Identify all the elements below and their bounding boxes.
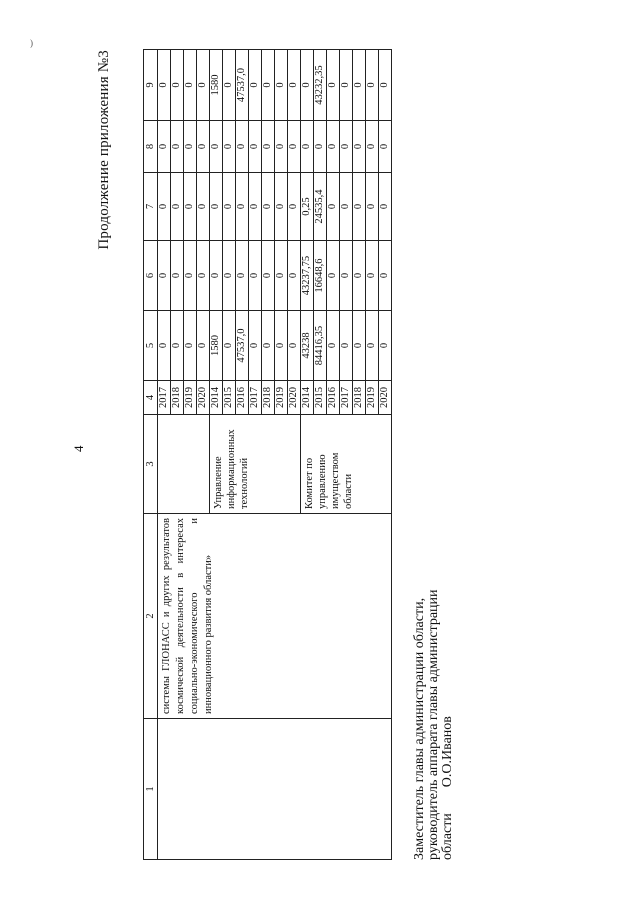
value-cell: 0	[184, 121, 197, 173]
value-cell: 0	[223, 50, 236, 121]
value-cell: 0	[171, 50, 184, 121]
value-cell: 0	[158, 50, 171, 121]
value-cell: 0	[327, 50, 340, 121]
value-cell: 0	[275, 121, 288, 173]
value-cell: 0	[366, 121, 379, 173]
value-cell: 0	[158, 121, 171, 173]
value-cell: 0	[340, 121, 353, 173]
signature-line: Заместитель главы администрации области,	[412, 597, 427, 860]
page-number: 4	[71, 445, 86, 452]
year-cell: 2019	[366, 381, 379, 415]
value-cell: 0	[314, 121, 327, 173]
value-cell: 0	[288, 311, 301, 381]
value-cell: 0	[288, 50, 301, 121]
rotated-page-content	[96, 50, 455, 860]
program-description: системы ГЛОНАСС и других результатов космической деятельности в интересах социально-экономического и инновационного развития области»	[158, 514, 392, 719]
header-cell: 5	[144, 311, 158, 381]
year-cell: 2017	[249, 381, 262, 415]
year-cell: 2019	[275, 381, 288, 415]
appendix-table	[143, 49, 392, 860]
value-cell: 0	[353, 311, 366, 381]
year-cell: 2018	[262, 381, 275, 415]
value-cell: 84416,35	[314, 311, 327, 381]
value-cell: 0	[184, 173, 197, 241]
org-cell-empty	[158, 415, 210, 514]
value-cell: 43232,35	[314, 50, 327, 121]
value-cell: 0	[171, 311, 184, 381]
value-cell: 0	[379, 241, 392, 311]
value-cell: 0	[262, 50, 275, 121]
value-cell: 0	[197, 121, 210, 173]
value-cell: 0	[262, 311, 275, 381]
value-cell: 0	[184, 311, 197, 381]
year-cell: 2019	[184, 381, 197, 415]
column-1-cell	[158, 719, 392, 860]
value-cell: 0	[379, 311, 392, 381]
value-cell: 0	[353, 121, 366, 173]
value-cell: 0	[249, 241, 262, 311]
year-cell: 2018	[353, 381, 366, 415]
year-cell: 2016	[236, 381, 249, 415]
value-cell: 0	[353, 50, 366, 121]
value-cell: 0	[249, 121, 262, 173]
value-cell: 0	[366, 50, 379, 121]
year-cell: 2020	[197, 381, 210, 415]
value-cell: 43238	[301, 311, 314, 381]
value-cell: 0	[158, 241, 171, 311]
value-cell: 0	[327, 121, 340, 173]
value-cell: 0	[171, 173, 184, 241]
value-cell: 0	[158, 173, 171, 241]
value-cell: 0	[288, 121, 301, 173]
value-cell: 0	[184, 50, 197, 121]
value-cell: 0	[301, 50, 314, 121]
value-cell: 0	[366, 311, 379, 381]
year-cell: 2017	[158, 381, 171, 415]
value-cell: 0	[327, 241, 340, 311]
value-cell: 0	[366, 241, 379, 311]
value-cell: 0	[262, 241, 275, 311]
value-cell: 0	[210, 121, 223, 173]
value-cell: 0	[171, 241, 184, 311]
value-cell: 0	[210, 173, 223, 241]
value-cell: 0	[262, 173, 275, 241]
value-cell: 47537,0	[236, 311, 249, 381]
value-cell: 0	[275, 311, 288, 381]
header-cell: 8	[144, 121, 158, 173]
year-cell: 2020	[288, 381, 301, 415]
value-cell: 0	[197, 50, 210, 121]
corner-mark: )	[30, 38, 33, 48]
year-cell: 2018	[171, 381, 184, 415]
year-cell: 2014	[210, 381, 223, 415]
value-cell: 43237,75	[301, 241, 314, 311]
value-cell: 0	[340, 173, 353, 241]
value-cell: 0	[275, 173, 288, 241]
year-cell: 2020	[379, 381, 392, 415]
header-cell: 2	[144, 514, 158, 719]
value-cell: 0	[340, 311, 353, 381]
year-cell: 2016	[327, 381, 340, 415]
signatory-name: О.О.Иванов	[440, 716, 455, 788]
signature-line: руководитель аппарата главы администрации	[426, 589, 441, 860]
org-info-tech: Управление информационных технологий	[210, 415, 301, 514]
value-cell: 0	[236, 241, 249, 311]
value-cell: 16648,6	[314, 241, 327, 311]
value-cell: 24535,4	[314, 173, 327, 241]
value-cell: 47537,0	[236, 50, 249, 121]
header-cell: 1	[144, 719, 158, 860]
value-cell: 0	[236, 173, 249, 241]
value-cell: 0	[184, 241, 197, 311]
value-cell: 0	[171, 121, 184, 173]
value-cell: 0	[236, 121, 249, 173]
year-cell: 2015	[314, 381, 327, 415]
header-cell: 4	[144, 381, 158, 415]
year-cell: 2015	[223, 381, 236, 415]
org-property-committee: Комитет по управлению имуществом области	[301, 415, 392, 514]
value-cell: 0	[223, 121, 236, 173]
signature-block	[413, 300, 455, 860]
value-cell: 0	[223, 311, 236, 381]
header-cell: 6	[144, 241, 158, 311]
value-cell: 0	[327, 173, 340, 241]
value-cell: 0	[210, 241, 223, 311]
signature-region: области	[440, 813, 455, 860]
signature-line	[441, 300, 455, 860]
value-cell: 0	[353, 241, 366, 311]
header-cell: 7	[144, 173, 158, 241]
value-cell: 0	[379, 50, 392, 121]
value-cell: 0	[223, 241, 236, 311]
value-cell: 0	[353, 173, 366, 241]
value-cell: 0	[275, 50, 288, 121]
appendix-title: Продолжение приложения №3	[96, 50, 112, 250]
value-cell: 0	[197, 311, 210, 381]
value-cell: 0	[197, 173, 210, 241]
table-row	[158, 50, 171, 860]
value-cell: 0	[301, 121, 314, 173]
value-cell: 0	[288, 173, 301, 241]
header-cell: 3	[144, 415, 158, 514]
value-cell: 0	[379, 121, 392, 173]
value-cell: 0	[366, 173, 379, 241]
value-cell: 0	[327, 311, 340, 381]
value-cell: 0	[249, 173, 262, 241]
value-cell: 0	[288, 241, 301, 311]
value-cell: 1580	[210, 311, 223, 381]
value-cell: 0	[249, 50, 262, 121]
value-cell: 0	[379, 173, 392, 241]
value-cell: 0	[340, 50, 353, 121]
value-cell: 0	[275, 241, 288, 311]
value-cell: 0,25	[301, 173, 314, 241]
year-cell: 2017	[340, 381, 353, 415]
year-cell: 2014	[301, 381, 314, 415]
value-cell: 0	[158, 311, 171, 381]
value-cell: 0	[262, 121, 275, 173]
value-cell: 0	[223, 173, 236, 241]
table-header-row	[144, 50, 158, 860]
header-cell: 9	[144, 50, 158, 121]
value-cell: 0	[249, 311, 262, 381]
value-cell: 0	[197, 241, 210, 311]
value-cell: 0	[340, 241, 353, 311]
value-cell: 1580	[210, 50, 223, 121]
